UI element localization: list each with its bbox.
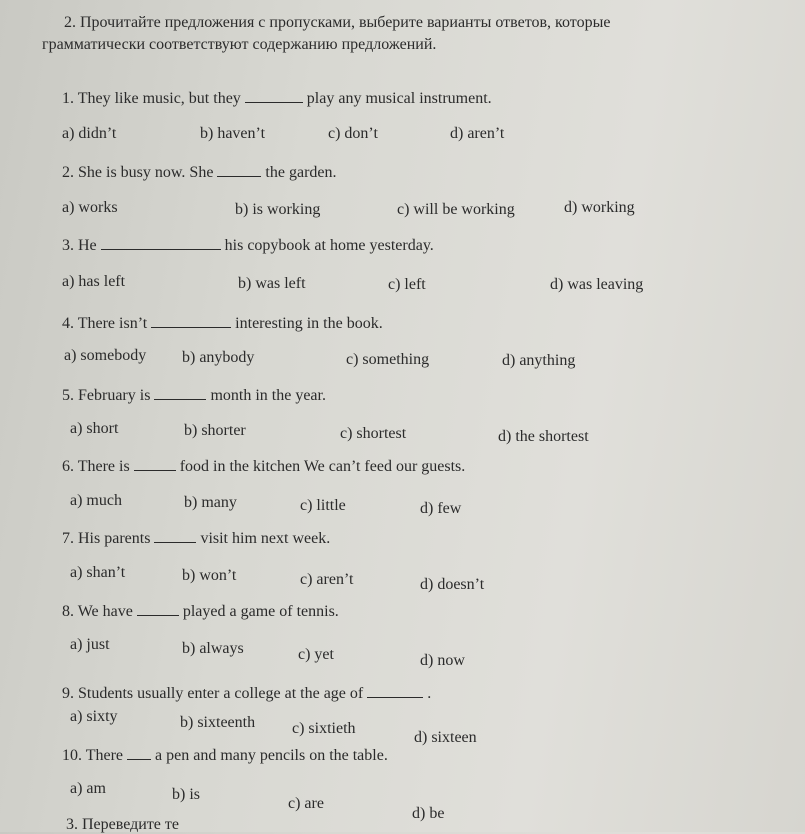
q4-option-c: c) something xyxy=(346,351,430,368)
q7-option-d: d) doesn’t xyxy=(420,576,485,593)
q10-option-c: c) are xyxy=(288,795,324,812)
question-6-blank xyxy=(134,456,176,471)
question-5-blank xyxy=(154,385,206,400)
question-3-text-after: his copybook at home yesterday. xyxy=(224,237,434,254)
q3-option-c: c) left xyxy=(388,276,426,293)
question-1-text-before: 1. They like music, but they xyxy=(62,90,241,107)
question-10 xyxy=(62,745,388,765)
question-10-text-after: a pen and many pencils on the table. xyxy=(155,747,388,764)
question-2 xyxy=(62,162,337,182)
q3-option-a: a) has left xyxy=(62,273,126,290)
q6-option-a: a) much xyxy=(70,492,122,509)
question-8-text-before: 8. We have xyxy=(62,603,133,620)
question-5-text-after: month in the year. xyxy=(210,387,326,404)
question-1 xyxy=(62,88,492,108)
question-9-text-before: 9. Students usually enter a college at the age of xyxy=(62,685,364,702)
question-9-blank xyxy=(367,683,423,698)
question-4-text-after: interesting in the book. xyxy=(235,315,383,332)
q8-option-c: c) yet xyxy=(298,646,334,663)
question-1-blank xyxy=(245,88,303,103)
question-10-text-before: 10. There xyxy=(62,747,124,764)
question-7-text-after: visit him next week. xyxy=(200,530,331,547)
q9-option-b: b) sixteenth xyxy=(180,714,256,731)
question-8-text-after: played a game of tennis. xyxy=(182,603,339,620)
q6-option-b: b) many xyxy=(184,494,237,511)
q10-option-d: d) be xyxy=(412,805,445,822)
question-8-blank xyxy=(137,601,179,616)
q2-option-c: c) will be working xyxy=(397,201,515,218)
question-4-blank xyxy=(151,313,231,328)
q9-option-c: c) sixtieth xyxy=(292,720,356,737)
question-7-blank xyxy=(154,528,196,543)
q5-option-c: c) shortest xyxy=(340,425,407,442)
question-6-text-after: food in the kitchen We can’t feed our guests. xyxy=(179,458,466,475)
question-5 xyxy=(62,385,326,405)
q10-option-a: a) am xyxy=(70,780,106,797)
question-7 xyxy=(62,528,330,548)
q7-option-b: b) won’t xyxy=(182,567,237,584)
question-2-text-before: 2. She is busy now. She xyxy=(62,164,214,181)
q4-option-a: a) somebody xyxy=(64,347,147,364)
q10-option-b: b) is xyxy=(172,786,200,803)
question-4-text-before: 4. There isn’t xyxy=(62,315,148,332)
q5-option-a: a) short xyxy=(70,420,119,437)
q3-option-b: b) was left xyxy=(238,275,306,292)
question-10-blank xyxy=(127,745,151,760)
question-9-text-after: . xyxy=(427,685,432,702)
q3-option-d: d) was leaving xyxy=(550,276,644,293)
q4-option-d: d) anything xyxy=(502,352,576,369)
q4-option-b: b) anybody xyxy=(182,349,255,366)
q2-option-a: a) works xyxy=(62,199,118,216)
q9-option-a: a) sixty xyxy=(70,708,118,725)
q6-option-c: c) little xyxy=(300,497,346,514)
q2-option-d: d) working xyxy=(564,199,635,216)
q5-option-d: d) the shortest xyxy=(498,428,589,445)
question-2-text-after: the garden. xyxy=(265,164,337,181)
q1-option-c: c) don’t xyxy=(328,125,378,142)
question-1-text-after: play any musical instrument. xyxy=(306,90,492,107)
question-3-text-before: 3. He xyxy=(62,237,97,254)
question-3 xyxy=(62,235,434,255)
q5-option-b: b) shorter xyxy=(184,422,246,439)
question-4 xyxy=(62,313,383,333)
question-9 xyxy=(62,683,431,703)
question-6 xyxy=(62,456,465,476)
q6-option-d: d) few xyxy=(420,500,462,517)
question-5-text-before: 5. February is xyxy=(62,387,151,404)
q1-option-a: a) didn’t xyxy=(62,125,117,142)
next-task-heading: 3. Переведите те xyxy=(66,816,179,833)
q7-option-a: a) shan’t xyxy=(70,564,126,581)
q8-option-a: a) just xyxy=(70,636,110,653)
q2-option-b: b) is working xyxy=(235,201,321,218)
question-6-text-before: 6. There is xyxy=(62,458,130,475)
task-instruction-line2: грамматически соответствуют содержанию предложений. xyxy=(42,36,437,53)
q1-option-b: b) haven’t xyxy=(200,125,266,142)
q8-option-b: b) always xyxy=(182,640,244,657)
question-7-text-before: 7. His parents xyxy=(62,530,151,547)
question-3-blank xyxy=(101,235,221,250)
q9-option-d: d) sixteen xyxy=(414,729,477,746)
task-instruction-line1: 2. Прочитайте предложения с пропусками, выберите варианты ответов, которые xyxy=(64,14,611,31)
q8-option-d: d) now xyxy=(420,652,465,669)
q1-option-d: d) aren’t xyxy=(450,125,505,142)
q7-option-c: c) aren’t xyxy=(300,571,354,588)
question-2-blank xyxy=(217,162,261,177)
task-instruction xyxy=(42,12,787,56)
question-8 xyxy=(62,601,339,621)
